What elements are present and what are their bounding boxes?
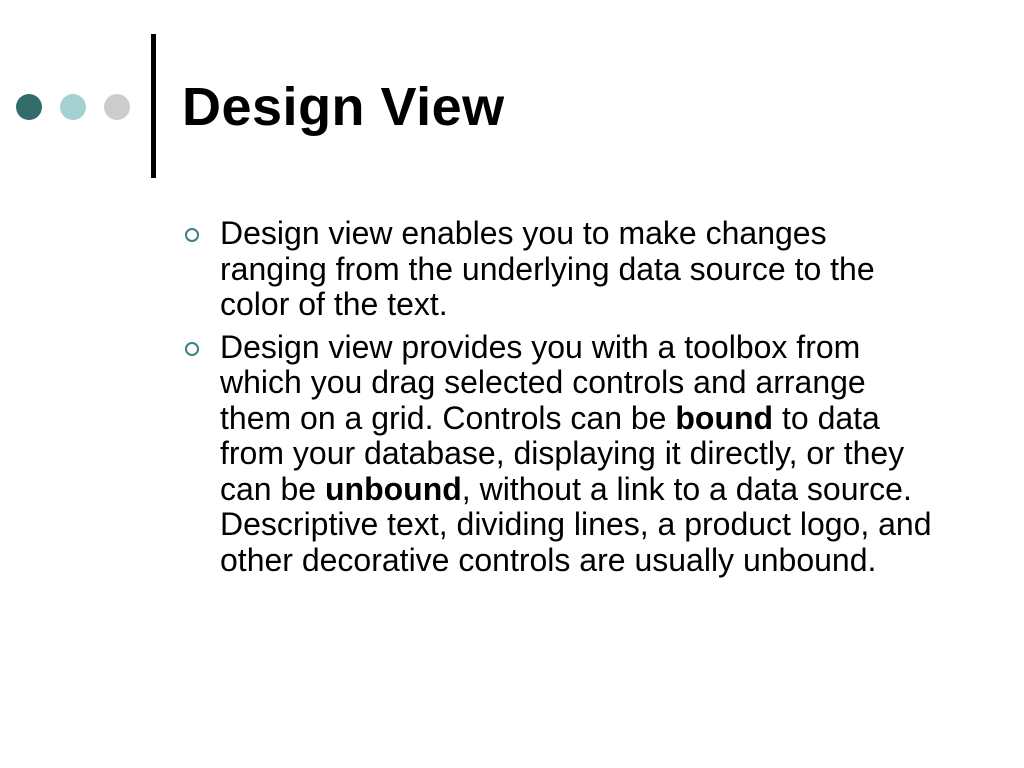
dot-gray-icon [104,94,130,120]
text-segment: Design view provides you with a toolbox from which you drag selected controls and arrange them on a grid. Controls can be [220,328,866,436]
bold-term-bound: bound [675,399,774,436]
bullet-item [182,330,942,579]
text-segment: , without a link to a data source. Descriptive text, dividing lines, a product logo, and other decorative controls are usually unbound. [220,470,932,578]
bullet-item [182,216,942,323]
bullet-list [182,216,942,585]
bullet-circle-icon [185,228,199,242]
bullet-text [220,216,942,323]
dot-dark-teal-icon [16,94,42,120]
bullet-circle-icon [185,342,199,356]
text-segment: to data from your database, displaying it directly, or they can be [220,399,905,507]
text-segment: Design view enables you to make changes ranging from the underlying data source to the color of the text. [220,215,875,322]
slide-title: Design View [182,77,505,137]
title-divider [151,34,156,178]
bullet-text [220,330,942,579]
bold-term-unbound: unbound [324,470,462,507]
dot-light-teal-icon [60,94,86,120]
decorative-dots [16,94,134,120]
